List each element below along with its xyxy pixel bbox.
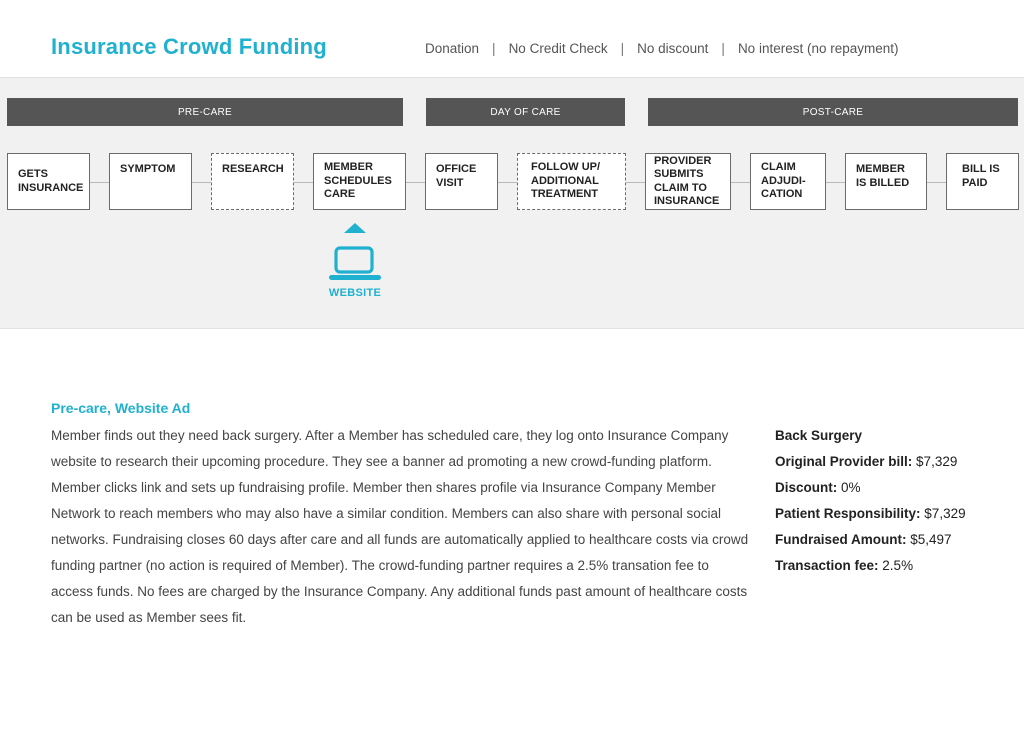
step-claim-adjudication [750, 153, 826, 210]
step-connector [730, 182, 750, 183]
stat-original-provider-bill [775, 449, 966, 475]
step-connector [825, 182, 845, 183]
step-provider-submits-claim [645, 153, 731, 210]
step-connector [293, 182, 313, 183]
cost-summary-title: Back Surgery [775, 428, 863, 443]
step-label: GETS INSURANCE [18, 168, 84, 194]
section-heading: Pre-care, Website Ad [51, 400, 191, 416]
feature-tags [425, 41, 899, 56]
step-office-visit [425, 153, 498, 210]
step-connector [926, 182, 946, 183]
step-connector [497, 182, 517, 183]
tag-separator: | [620, 41, 625, 56]
step-research [211, 153, 294, 210]
stat-transaction-fee [775, 553, 966, 579]
stat-value: $5,497 [910, 532, 952, 547]
stat-patient-responsibility [775, 501, 966, 527]
step-label: FOLLOW UP/ ADDITIONAL TREATMENT [531, 161, 601, 201]
step-connector [625, 182, 645, 183]
step-label: PROVIDER SUBMITS CLAIM TO INSURANCE [654, 154, 720, 207]
step-member-is-billed [845, 153, 927, 210]
tag-separator: | [492, 41, 496, 56]
step-label: SYMPTOM [120, 163, 176, 175]
step-follow-up [517, 153, 626, 210]
phase-pre-care: PRE-CARE [7, 98, 403, 126]
tag-no-interest: No interest (no repayment) [737, 41, 899, 56]
step-connector [89, 182, 109, 183]
stat-value: 2.5% [882, 558, 914, 573]
page-title: Insurance Crowd Funding [51, 34, 327, 59]
step-label: CLAIM ADJUDI- CATION [761, 161, 806, 201]
phase-day-of-care: DAY OF CARE [426, 98, 625, 126]
tag-no-discount: No discount [637, 41, 709, 56]
section-description: Member finds out they need back surgery. After a Member has scheduled care, they log onto Insurance Company website to research their upcoming procedure. They see a banner ad promoting a new crowd-funding platform. Member clicks link and sets up fundraising profile. Member then shares profile via Insurance Company Member Network to reach members who may also have a similar condition. Members can also share with personal social networks. Fundraising closes 60 days after care and all funds are automatically applied to healthcare costs via crowd funding partner (no action is required of Member). The crowd-funding partner requires a 2.5% transation fee to access funds. No fees are charged by the Insurance Company. Any additional funds past amount of healthcare costs can be used as Member sees fit. [51, 428, 749, 625]
step-bill-is-paid [946, 153, 1019, 210]
stat-fundraised-amount [775, 527, 966, 553]
step-connector [405, 182, 425, 183]
step-symptom [109, 153, 192, 210]
step-label: BILL IS PAID [962, 163, 1000, 189]
step-label: MEMBER SCHEDULES CARE [324, 161, 392, 201]
step-label: MEMBER IS BILLED [856, 163, 910, 189]
step-gets-insurance [7, 153, 90, 210]
stat-value: $7,329 [916, 454, 958, 469]
step-member-schedules-care [313, 153, 406, 210]
step-connector [191, 182, 211, 183]
stat-label: Discount: [775, 480, 838, 495]
cost-summary [775, 423, 966, 579]
stat-label: Transaction fee: [775, 558, 879, 573]
stat-label: Original Provider bill: [775, 454, 913, 469]
phase-post-care: POST-CARE [648, 98, 1018, 126]
stat-value: 0% [841, 480, 861, 495]
touchpoint-label: WEBSITE [328, 287, 382, 299]
touchpoint-up-arrow-icon [344, 223, 366, 233]
step-label: OFFICE VISIT [436, 163, 477, 189]
stat-label: Fundraised Amount: [775, 532, 907, 547]
stat-label: Patient Responsibility: [775, 506, 921, 521]
tag-separator: | [721, 41, 725, 56]
stat-discount [775, 475, 966, 501]
tag-donation: Donation [425, 41, 480, 56]
stat-value: $7,329 [924, 506, 966, 521]
step-label: RESEARCH [222, 163, 284, 175]
tag-no-credit-check: No Credit Check [508, 41, 608, 56]
laptop-icon [329, 246, 381, 282]
